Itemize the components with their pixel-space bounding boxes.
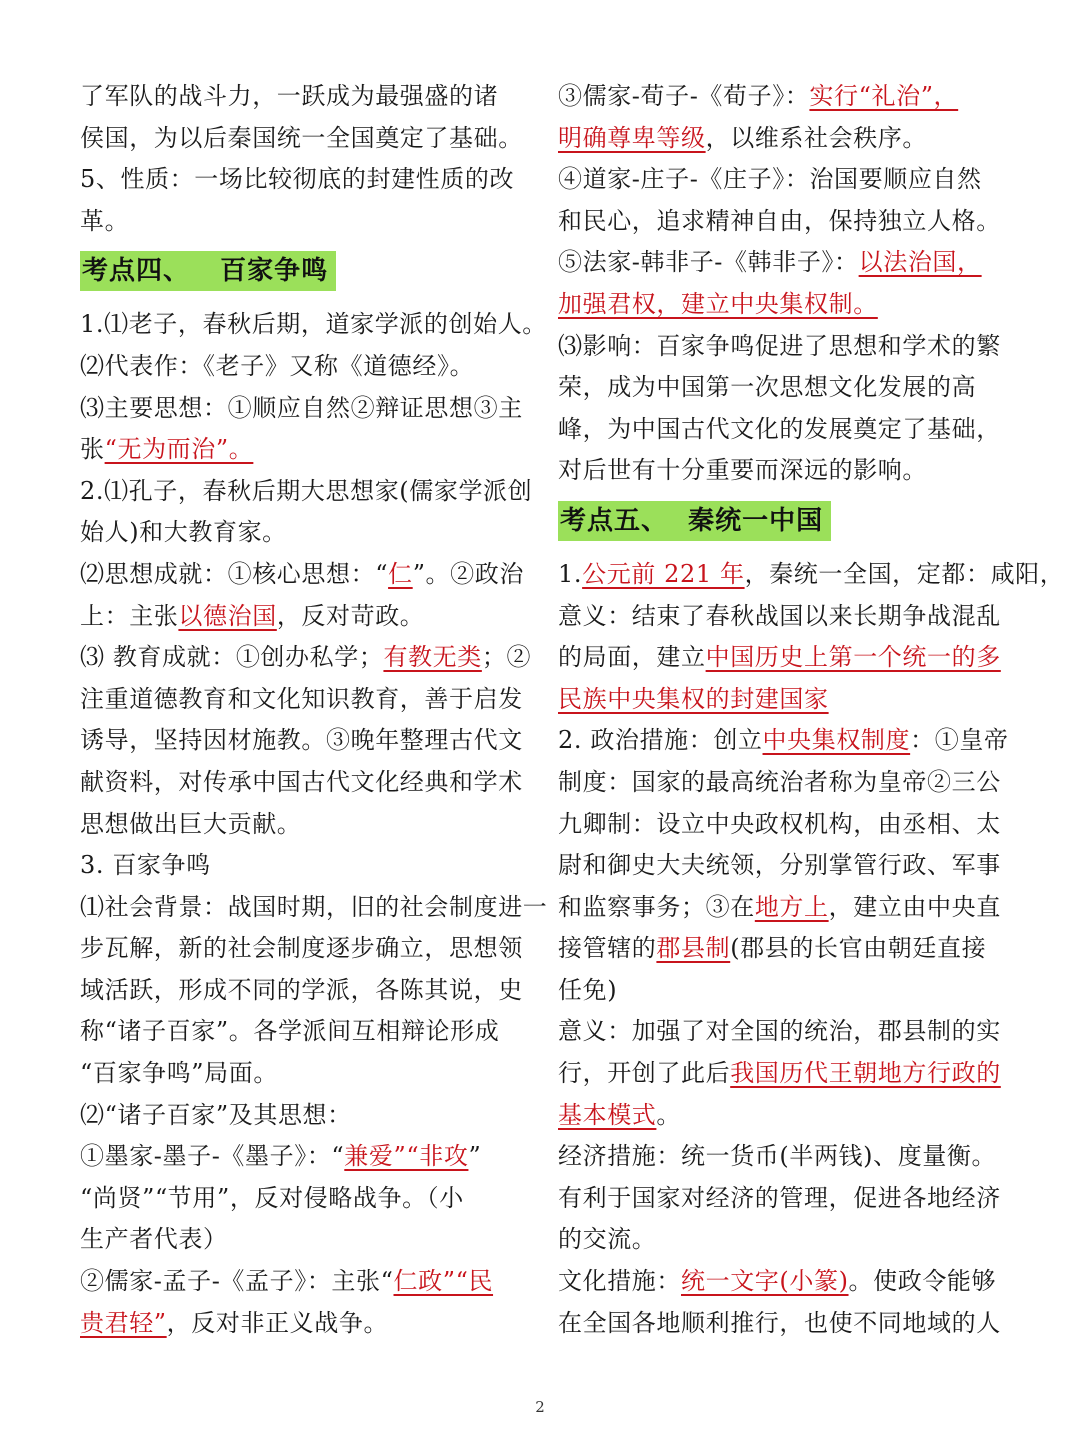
text-segment: 5、性质：一场比较彻底的封建性质的改 — [80, 165, 515, 194]
key-point-underlined: 基本模式 — [558, 1100, 657, 1129]
text-segment: 对后世有十分重要而深远的影响。 — [558, 456, 927, 485]
text-line — [80, 118, 528, 160]
text-line — [558, 1011, 1008, 1053]
text-line — [80, 429, 528, 471]
text-line — [80, 1053, 528, 1095]
text-line — [80, 471, 533, 513]
text-segment: ⑤法家-韩非子-《韩非子》： — [558, 248, 859, 277]
text-line — [558, 928, 1008, 970]
text-segment: ⑵“诸子百家”及其思想： — [80, 1100, 352, 1129]
text-line — [80, 554, 528, 596]
right-body-2 — [558, 554, 1065, 1344]
text-segment: ⑵代表作：《老子》又称《道德经》。 — [80, 351, 475, 380]
text-segment: ，反对非正义战争。 — [166, 1308, 389, 1337]
text-line — [558, 762, 1008, 804]
key-point-underlined: 仁政”“民 — [393, 1267, 494, 1296]
text-line — [558, 284, 1008, 326]
text-line — [558, 1095, 1008, 1137]
text-line — [558, 845, 1008, 887]
text-line — [80, 1219, 528, 1261]
text-segment: 和监察事务；③在 — [558, 892, 755, 921]
text-line — [558, 367, 1008, 409]
text-segment: 文化措施： — [558, 1267, 681, 1296]
section-heading-row — [558, 494, 1008, 548]
text-line — [80, 201, 528, 243]
text-line — [80, 720, 528, 762]
text-line — [558, 637, 1008, 679]
text-segment: 尉和御史大夫统领，分别掌管行政、军事 — [558, 851, 1001, 880]
text-line — [558, 76, 1008, 118]
text-segment: 九卿制：设立中央政权机构，由丞相、太 — [558, 809, 1001, 838]
key-point-underlined: 民族中央集权的封建国家 — [558, 684, 829, 713]
text-line — [80, 970, 528, 1012]
text-segment: ①墨家-墨子-《墨子》：“ — [80, 1142, 345, 1171]
text-line — [80, 1261, 528, 1303]
text-line — [80, 1011, 528, 1053]
right-body-1 — [558, 76, 1008, 492]
text-line — [558, 1136, 1008, 1178]
text-line — [558, 118, 1008, 160]
text-line — [80, 346, 528, 388]
text-segment: “尚贤”“节用”，反对侵略战争。（小 — [80, 1183, 464, 1212]
text-line — [80, 596, 528, 638]
text-segment: 荣，成为中国第一次思想文化发展的高 — [558, 373, 977, 402]
key-point-underlined: 贵君轻” — [80, 1308, 167, 1337]
text-line — [80, 928, 528, 970]
text-segment: ，以维系社会秩序。 — [705, 123, 928, 152]
text-line — [558, 554, 1065, 596]
section-heading-row — [80, 244, 528, 298]
key-point-underlined: 以德治国 — [178, 601, 277, 630]
text-line — [80, 887, 548, 929]
key-point-underlined: 郡县制 — [656, 934, 731, 963]
text-segment: 在全国各地顺利推行，也使不同地域的人 — [558, 1308, 1001, 1337]
text-segment: 任免) — [558, 975, 618, 1004]
text-segment: 思想做出巨大贡献。 — [80, 809, 302, 838]
text-segment: (郡县的长官由朝廷直接 — [730, 934, 987, 963]
text-segment: ：①皇帝 — [910, 726, 1009, 755]
text-line — [558, 201, 1008, 243]
text-line — [558, 450, 1008, 492]
key-point-underlined: 公元前 221 年 — [582, 559, 745, 588]
key-point-underlined: 我国历代王朝地方行政的 — [730, 1059, 1001, 1088]
text-segment: 2. 政治措施：创立 — [558, 726, 763, 755]
section-heading-5: 考点五、 秦统一中国 — [558, 501, 831, 541]
text-line — [80, 1303, 528, 1345]
text-line — [558, 887, 1008, 929]
text-segment: “百家争鸣”局面。 — [80, 1059, 278, 1088]
text-segment: 献资料，对传承中国古代文化经典和学术 — [80, 767, 523, 796]
text-segment: ” — [468, 1142, 482, 1171]
text-segment: 张 — [80, 435, 105, 464]
text-segment: 意义：加强了对全国的统治，郡县制的实 — [558, 1017, 1001, 1046]
text-line — [80, 762, 528, 804]
text-line — [80, 304, 547, 346]
text-segment: ②儒家-孟子-《孟子》：主张“ — [80, 1267, 394, 1296]
text-line — [80, 512, 528, 554]
text-line — [80, 1136, 528, 1178]
text-segment: ⑶主要思想：①顺应自然②辩证思想③主 — [80, 393, 523, 422]
text-segment: 接管辖的 — [558, 934, 657, 963]
right-column — [558, 76, 1065, 1344]
text-line — [558, 804, 1008, 846]
text-segment: 行，开创了此后 — [558, 1059, 731, 1088]
text-segment: ④道家-庄子-《庄子》：治国要顺应自然 — [558, 165, 982, 194]
text-line — [558, 409, 1008, 451]
text-line — [80, 637, 532, 679]
left-column — [80, 76, 548, 1344]
key-point-underlined: 地方上 — [754, 892, 829, 921]
text-line — [80, 76, 528, 118]
text-segment: 2.⑴孔子，春秋后期大思想家(儒家学派创 — [80, 476, 533, 505]
text-segment: ⑶ 教育成就：①创办私学； — [80, 643, 384, 672]
section-heading-4: 考点四、 百家争鸣 — [80, 251, 336, 291]
text-segment: ⑴社会背景：战国时期，旧的社会制度进一 — [80, 892, 548, 921]
text-segment: 称“诸子百家”。各学派间互相辩论形成 — [80, 1017, 500, 1046]
text-segment: 了军队的战斗力，一跃成为最强盛的诸 — [80, 82, 499, 110]
text-line — [558, 159, 1008, 201]
text-segment: 和民心，追求精神自由，保持独立人格。 — [558, 206, 1001, 235]
text-line — [80, 679, 528, 721]
text-segment: 制度：国家的最高统治者称为皇帝②三公 — [558, 767, 1001, 796]
key-point-underlined: “无为而治”。 — [104, 435, 254, 464]
text-segment: ；② — [481, 643, 532, 672]
left-intro — [80, 76, 528, 242]
text-line — [80, 1095, 528, 1137]
key-point-underlined: 统一文字(小篆) — [681, 1267, 849, 1296]
text-line — [80, 804, 528, 846]
key-point-underlined: 实行“礼治”， — [809, 82, 959, 110]
text-segment: 经济措施：统一货币(半两钱)、度量衡。 — [558, 1142, 997, 1171]
text-line — [80, 1178, 528, 1220]
key-point-underlined: 中国历史上第一个统一的多 — [705, 643, 1001, 672]
text-segment: 域活跃，形成不同的学派，各陈其说，史 — [80, 975, 523, 1004]
text-segment: 上：主张 — [80, 601, 179, 630]
text-line — [558, 970, 1008, 1012]
text-segment: 步瓦解，新的社会制度逐步确立，思想领 — [80, 934, 523, 963]
text-segment: 的局面，建立 — [558, 643, 706, 672]
text-segment: ，反对苛政。 — [276, 601, 425, 630]
text-segment: 诱导，坚持因材施教。③晚年整理古代文 — [80, 726, 523, 755]
text-segment: 意义：结束了春秋战国以来长期争战混乱 — [558, 601, 1001, 630]
text-line — [80, 845, 528, 887]
text-segment: 始人)和大教育家。 — [80, 518, 287, 547]
text-segment: 革。 — [80, 206, 130, 235]
text-line — [558, 596, 1008, 638]
text-line — [558, 1261, 1008, 1303]
text-line — [558, 326, 1008, 368]
text-segment: ，建立由中央直 — [828, 892, 1001, 921]
text-segment: ”。②政治 — [412, 559, 524, 588]
text-segment: 1. — [558, 559, 583, 588]
text-segment: 侯国，为以后秦国统一全国奠定了基础。 — [80, 123, 523, 152]
text-segment: 注重道德教育和文化知识教育，善于启发 — [80, 684, 523, 713]
text-segment: 。 — [656, 1100, 682, 1129]
key-point-underlined: 仁 — [388, 559, 413, 588]
key-point-underlined: 明确尊卑等级 — [558, 123, 706, 152]
text-line — [558, 1219, 1008, 1261]
text-segment: 的交流。 — [558, 1225, 657, 1254]
text-line — [558, 1303, 1008, 1345]
text-line — [80, 159, 528, 201]
page-number: 2 — [535, 1398, 545, 1416]
text-segment: 3. 百家争鸣 — [80, 851, 211, 880]
key-point-underlined: 兼爱”“非攻 — [344, 1142, 469, 1171]
text-segment: ③儒家-荀子-《荀子》： — [558, 82, 810, 110]
text-segment: 峰，为中国古代文化的发展奠定了基础， — [558, 414, 1001, 443]
text-segment: 生产者代表） — [80, 1225, 228, 1254]
key-point-underlined: 中央集权制度 — [762, 726, 911, 755]
text-segment: 有利于国家对经济的管理，促进各地经济 — [558, 1183, 1001, 1212]
text-line — [558, 242, 1008, 284]
text-segment: ，秦统一全国，定都：咸阳， — [744, 559, 1065, 588]
text-line — [558, 1178, 1008, 1220]
key-point-underlined: 有教无类 — [383, 643, 482, 672]
key-point-underlined: 加强君权，建立中央集权制。 — [558, 289, 878, 318]
text-line — [80, 388, 528, 430]
text-segment: 。使政令能够 — [848, 1267, 997, 1296]
left-body — [80, 304, 548, 1344]
text-line — [558, 679, 1008, 721]
text-segment: ⑶影响：百家争鸣促进了思想和学术的繁 — [558, 331, 1001, 360]
text-segment: ⑵思想成就：①核心思想：“ — [80, 559, 389, 588]
text-segment: 1.⑴老子，春秋后期，道家学派的创始人。 — [80, 310, 547, 339]
text-line — [558, 1053, 1008, 1095]
key-point-underlined: 以法治国， — [858, 248, 982, 277]
text-line — [558, 720, 1008, 762]
